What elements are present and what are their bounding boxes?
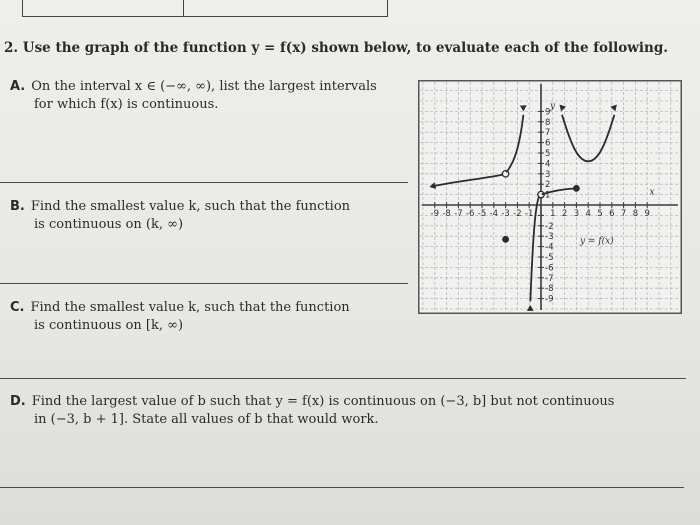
y-tick-label: 8 — [545, 117, 551, 128]
x-tick-label: 2 — [561, 209, 568, 219]
y-tick-label: 5 — [545, 149, 551, 159]
part-c-letter: C. — [10, 300, 25, 315]
x-tick-label: -9 — [430, 209, 440, 219]
x-tick-label: 3 — [573, 209, 580, 219]
part-c-line1: Find the smallest value k, such that the function — [30, 300, 350, 315]
y-tick-label: -4 — [545, 242, 554, 253]
x-tick-label: 8 — [632, 209, 639, 219]
x-tick-label: -1 — [524, 209, 534, 219]
part-b-line2: is continuous on (k, ∞) — [34, 217, 184, 232]
x-tick-label: 7 — [620, 209, 627, 219]
y-tick-label: -2 — [545, 221, 554, 232]
y-tick-label: 7 — [545, 128, 551, 139]
x-tick-label: -3 — [501, 209, 510, 219]
x-tick-label: 5 — [597, 209, 603, 219]
answer-line-d[interactable] — [0, 487, 684, 488]
x-tick-label: 1 — [550, 209, 556, 219]
part-a-letter: A. — [10, 79, 26, 94]
x-tick-label: -7 — [454, 209, 463, 219]
part-b-line1: Find the smallest value k, such that the function — [30, 199, 351, 214]
y-tick-label: -9 — [545, 294, 554, 305]
part-a-line2: for which f(x) is continuous. — [34, 97, 219, 112]
filled-point-right — [573, 185, 580, 192]
x-tick-label: 6 — [609, 209, 615, 219]
y-tick-label: 4 — [545, 159, 551, 170]
part-d-line2: in (−3, b + 1]. State all values of b that would work. — [34, 412, 379, 427]
part-a — [10, 78, 405, 114]
y-tick-label: 6 — [545, 138, 551, 149]
top-answer-box-left — [22, 0, 184, 17]
y-tick-label: 3 — [545, 169, 551, 180]
y-axis-label: y — [550, 101, 556, 112]
part-c — [10, 299, 405, 335]
y-tick-label: 2 — [545, 180, 551, 191]
part-d-letter: D. — [10, 394, 26, 409]
x-tick-label: -6 — [465, 209, 475, 219]
filled-point-isolated — [502, 236, 509, 243]
answer-line-c[interactable] — [0, 378, 686, 379]
x-tick-label: -8 — [442, 209, 451, 219]
part-b — [10, 198, 405, 234]
part-d — [10, 393, 670, 429]
function-label: y = f(x) — [579, 236, 614, 247]
x-tick-label: -4 — [489, 209, 499, 219]
y-tick-label: -7 — [545, 273, 554, 284]
x-axis-label: x — [649, 187, 655, 198]
part-d-line1: Find the largest value of b such that y = f(x) is continuous on (−3, b] but not continuous — [31, 394, 615, 409]
y-tick-label: -6 — [545, 263, 554, 274]
question-title: 2. Use the graph of the function y = f(x) shown below, to evaluate each of the following. — [4, 40, 669, 56]
answer-line-b[interactable] — [0, 283, 408, 284]
x-tick-label: -5 — [477, 209, 487, 219]
y-tick-label: -8 — [545, 284, 554, 295]
x-tick-label: -2 — [513, 209, 522, 219]
answer-line-a[interactable] — [0, 182, 408, 183]
y-tick-label: 1 — [545, 190, 551, 201]
y-tick-label: 9 — [545, 107, 551, 118]
part-c-line2: is continuous on [k, ∞) — [34, 318, 184, 333]
x-tick-label: 9 — [644, 209, 650, 219]
y-tick-label: -3 — [545, 232, 554, 243]
top-answer-box-right — [183, 0, 388, 17]
x-tick-label: 4 — [585, 209, 591, 219]
part-b-letter: B. — [10, 199, 25, 214]
function-graph — [418, 80, 682, 314]
graph-svg — [418, 80, 682, 314]
y-tick-label: -5 — [545, 253, 554, 263]
part-a-line1: On the interval x ∈ (−∞, ∞), list the largest intervals — [31, 79, 377, 94]
